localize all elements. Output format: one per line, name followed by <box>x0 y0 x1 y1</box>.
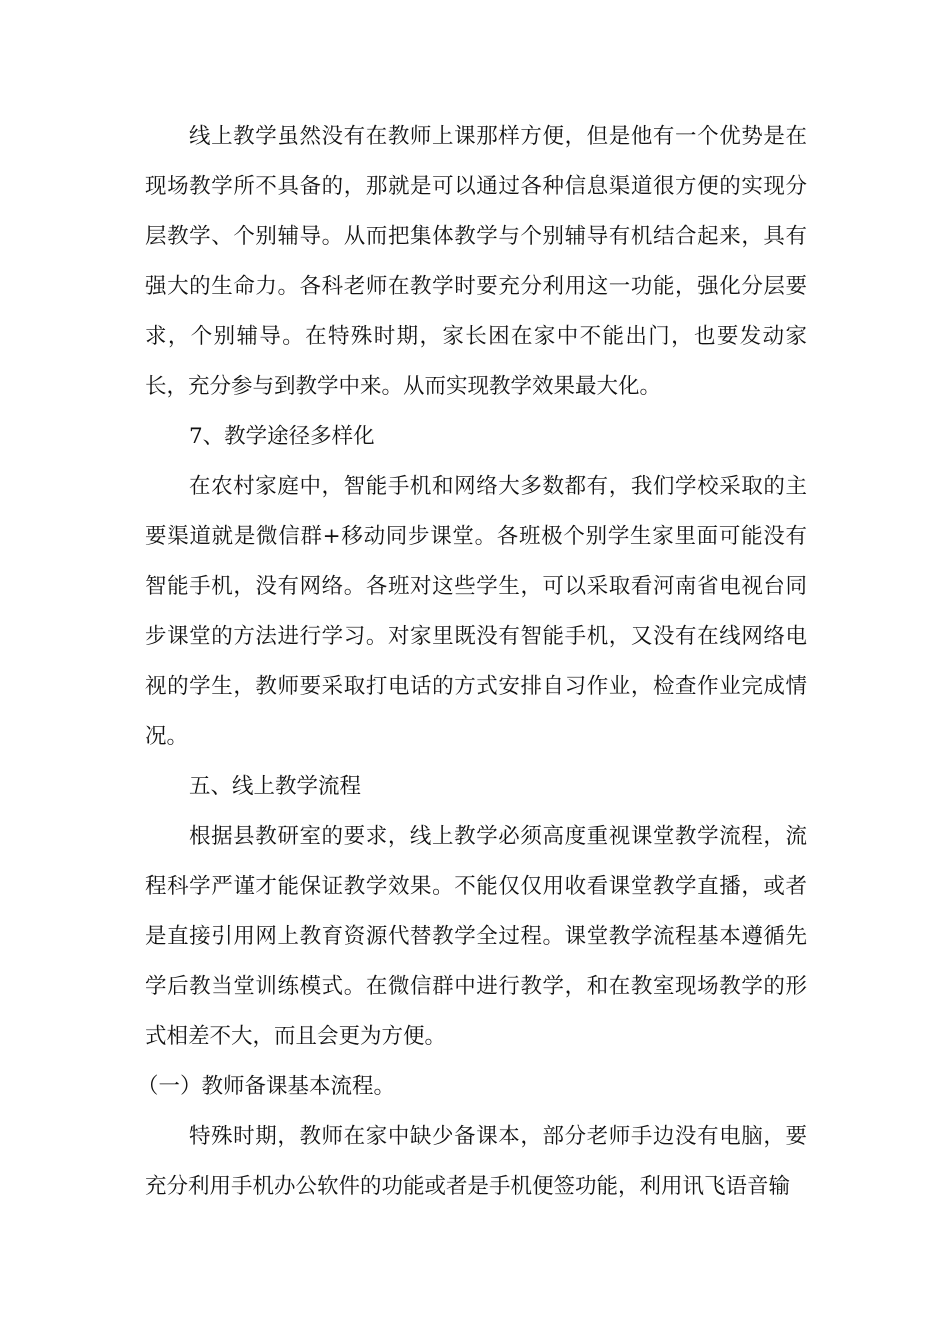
paragraph-teaching-process-requirements: 根据县教研室的要求，线上教学必须高度重视课堂教学流程，流程科学严谨才能保证教学效果。不能仅仅用收看课堂教学直播，或者是直接引用网上教育资源代替教学全过程。课堂教学流程基本遵循先学后教当堂训练模式。在微信群中进行教学，和在教室现场教学的形式相差不大，而且会更为方便。 <box>145 824 807 1049</box>
paragraph-online-teaching-advantage: 线上教学虽然没有在教师上课那样方便，但是他有一个优势是在现场教学所不具备的，那就是可以通过各种信息渠道很方便的实现分层教学、个别辅导。从而把集体教学与个别辅导有机结合起来，具有强大的生命力。各科老师在教学时要充分利用这一功能，强化分层要求，个别辅导。在特殊时期，家长困在家中不能出门，也要发动家长，充分参与到教学中来。从而实现教学效果最大化。 <box>145 124 807 399</box>
subheading-lesson-preparation: （一）教师备课基本流程。 <box>137 1074 396 1099</box>
paragraph-lesson-preparation-details: 特殊时期，教师在家中缺少备课本，部分老师手边没有电脑，要充分利用手机办公软件的功能或者是手机便签功能，利用讯飞语音输 <box>145 1124 807 1199</box>
document-page <box>137 112 807 1212</box>
heading-teaching-channels: 7、教学途径多样化 <box>189 424 375 449</box>
paragraph-rural-family-channels: 在农村家庭中，智能手机和网络大多数都有，我们学校采取的主要渠道就是微信群+移动同步课堂。各班极个别学生家里面可能没有智能手机，没有网络。各班对这些学生，可以采取看河南省电视台同步课堂的方法进行学习。对家里既没有智能手机，又没有在线网络电视的学生，教师要采取打电话的方式安排自习作业，检查作业完成情况。 <box>145 474 807 749</box>
heading-online-teaching-process: 五、线上教学流程 <box>189 774 362 799</box>
